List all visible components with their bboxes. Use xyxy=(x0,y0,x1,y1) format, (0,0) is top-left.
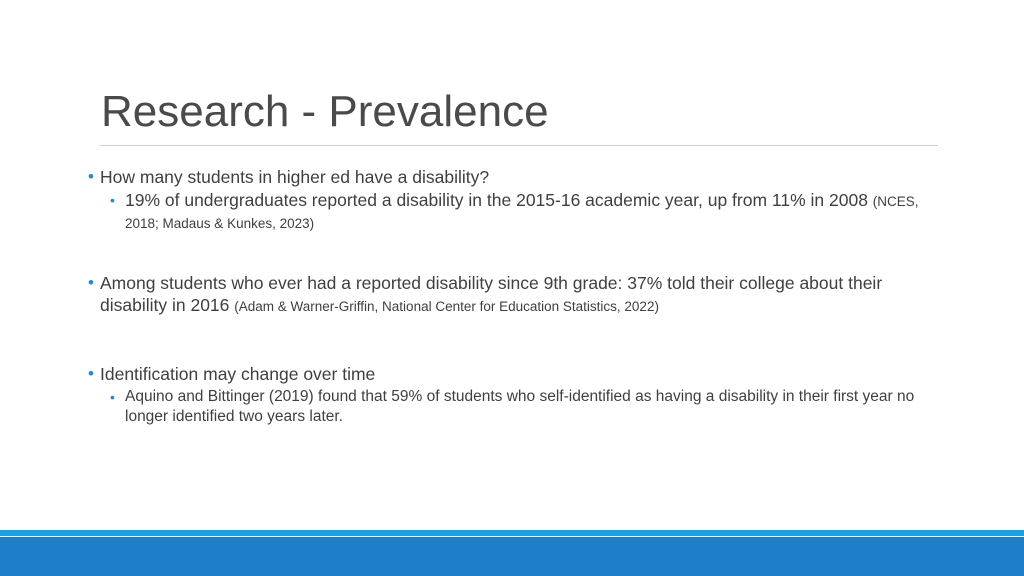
citation: (Adam & Warner-Griffin, National Center for Education Statistics, 2022) xyxy=(234,299,659,314)
bullet-1-text: How many students in higher ed have a disability? xyxy=(100,167,490,187)
bullet-dot-icon: • xyxy=(110,389,115,405)
bullet-3-text: Identification may change over time xyxy=(100,364,376,384)
bullet-dot-icon: • xyxy=(88,364,94,383)
bullet-3-sub-1 xyxy=(88,387,948,427)
bullet-2 xyxy=(88,272,948,318)
bullet-2-text: Among students who ever had a reported disability since 9th grade: 37% told their college about their disability in 2016 xyxy=(100,273,883,315)
bullet-dot-icon: • xyxy=(110,192,115,208)
bullet-3 xyxy=(88,363,948,385)
bullet-1-sub-1-text: 19% of undergraduates reported a disability in the 2015-16 academic year, up from 11% in 2008 xyxy=(125,190,868,210)
slide-title: Research - Prevalence xyxy=(101,87,549,136)
bullet-3-sub-1-text: Aquino and Bittinger (2019) found that 59% of students who self-identified as having a disability in their first year no longer identified two years later. xyxy=(125,388,915,425)
slide-content xyxy=(88,166,948,427)
footer-bar xyxy=(0,537,1024,576)
bullet-dot-icon: • xyxy=(88,167,94,186)
bullet-1-sub-1 xyxy=(88,190,948,234)
bullet-1 xyxy=(88,166,948,188)
footer-accent-stripe xyxy=(0,530,1024,536)
title-divider xyxy=(100,145,938,146)
citation: (NCES, 2018; Madaus & Kunkes, 2023) xyxy=(125,194,919,231)
bullet-dot-icon: • xyxy=(88,273,94,292)
